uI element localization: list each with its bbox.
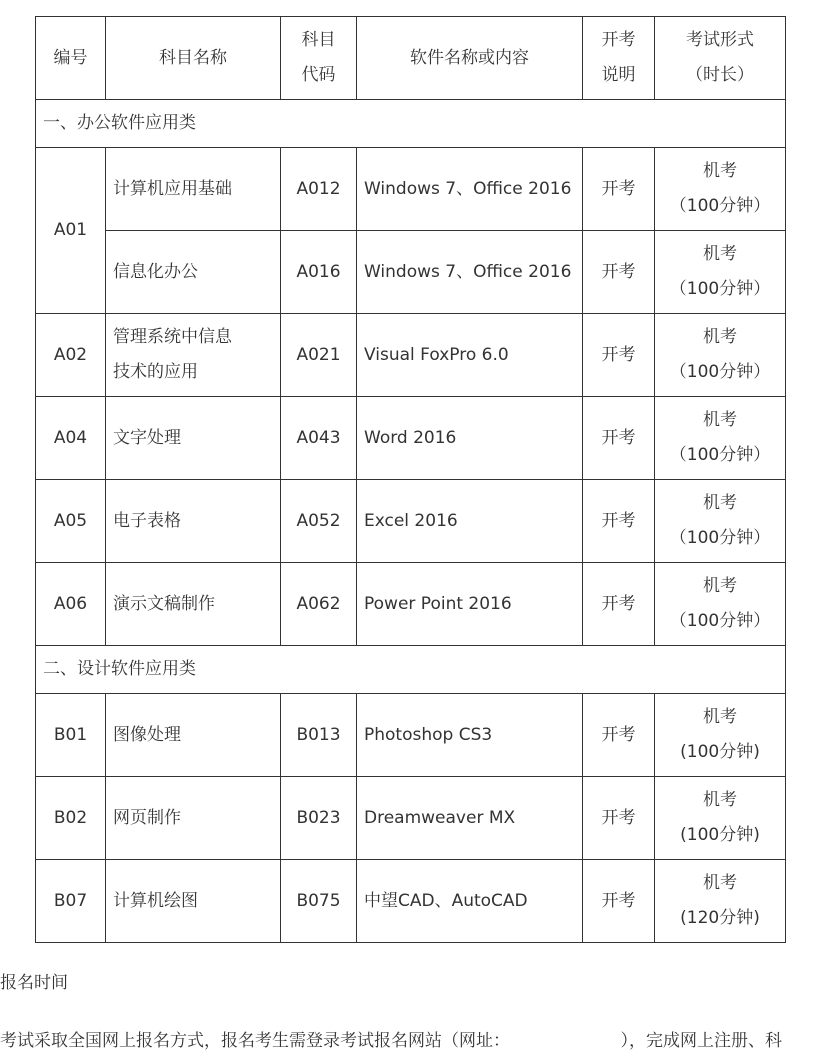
- header-open-line2: 说明: [601, 65, 636, 85]
- cell-id: B01: [36, 694, 106, 777]
- cell-subject: 网页制作: [106, 777, 281, 860]
- cell-id: A05: [36, 480, 106, 563]
- format-type: 机考: [703, 790, 737, 810]
- cell-code: B075: [281, 860, 357, 943]
- table-row: [36, 694, 786, 777]
- cell-open: 开考: [583, 694, 655, 777]
- cell-code: A016: [281, 231, 357, 314]
- cell-subject: [106, 314, 281, 397]
- format-duration: （100分钟）: [669, 279, 771, 299]
- category-row: [36, 100, 786, 148]
- table-row: [36, 480, 786, 563]
- format-type: 机考: [703, 410, 737, 430]
- header-id: 编号: [36, 17, 106, 100]
- header-open: [583, 17, 655, 100]
- cell-id: A02: [36, 314, 106, 397]
- subject-line2: 技术的应用: [113, 362, 198, 382]
- cell-format: [655, 148, 786, 231]
- cell-subject: 图像处理: [106, 694, 281, 777]
- header-open-line1: 开考: [601, 30, 636, 50]
- format-duration: （100分钟）: [669, 611, 771, 631]
- cell-software: Power Point 2016: [357, 563, 583, 646]
- cell-open: 开考: [583, 480, 655, 563]
- table-row: [36, 860, 786, 943]
- cell-code: B023: [281, 777, 357, 860]
- table-header-row: [36, 17, 786, 100]
- cell-subject: 电子表格: [106, 480, 281, 563]
- cell-code: A012: [281, 148, 357, 231]
- cell-format: [655, 231, 786, 314]
- cell-subject: 演示文稿制作: [106, 563, 281, 646]
- subject-line1: 管理系统中信息: [113, 327, 232, 347]
- format-type: 机考: [703, 707, 737, 727]
- cell-id: A01: [36, 148, 106, 314]
- category-row: [36, 646, 786, 694]
- cell-code: A021: [281, 314, 357, 397]
- cell-code: A052: [281, 480, 357, 563]
- cell-format: [655, 314, 786, 397]
- registration-paragraph: 考试采取全国网上报名方式，报名考生需登录考试报名网站（网址： ），完成网上注册、科: [0, 1031, 782, 1051]
- cell-format: [655, 480, 786, 563]
- cell-software: Visual FoxPro 6.0: [357, 314, 583, 397]
- format-type: 机考: [703, 244, 737, 264]
- format-type: 机考: [703, 161, 737, 181]
- cell-software: 中望CAD、AutoCAD: [357, 860, 583, 943]
- category-title: 二、设计软件应用类: [36, 646, 786, 694]
- format-duration: （100分钟）: [669, 445, 771, 465]
- cell-code: A062: [281, 563, 357, 646]
- header-format-line1: 考试形式: [686, 30, 754, 50]
- cell-software: Windows 7、Office 2016: [357, 231, 583, 314]
- table-row: [36, 563, 786, 646]
- format-duration: (120分钟): [680, 908, 760, 928]
- cell-format: [655, 397, 786, 480]
- cell-subject: 计算机绘图: [106, 860, 281, 943]
- cell-code: B013: [281, 694, 357, 777]
- cell-id: A04: [36, 397, 106, 480]
- cell-open: 开考: [583, 860, 655, 943]
- cell-open: 开考: [583, 231, 655, 314]
- format-type: 机考: [703, 327, 737, 347]
- table-row: [36, 777, 786, 860]
- header-code-line1: 科目: [301, 30, 336, 50]
- format-type: 机考: [703, 873, 737, 893]
- table-row: [36, 231, 786, 314]
- cell-id: B07: [36, 860, 106, 943]
- header-code-line2: 代码: [301, 65, 336, 85]
- format-type: 机考: [703, 576, 737, 596]
- cell-software: Excel 2016: [357, 480, 583, 563]
- header-code: [281, 17, 357, 100]
- cell-open: 开考: [583, 397, 655, 480]
- cell-subject: 文字处理: [106, 397, 281, 480]
- cell-subject: 信息化办公: [106, 231, 281, 314]
- cell-code: A043: [281, 397, 357, 480]
- header-software: 软件名称或内容: [357, 17, 583, 100]
- header-format: [655, 17, 786, 100]
- header-subject: 科目名称: [106, 17, 281, 100]
- category-title: 一、办公软件应用类: [36, 100, 786, 148]
- registration-time-heading: 报名时间: [0, 973, 68, 993]
- cell-format: [655, 563, 786, 646]
- header-format-line2: （时长）: [686, 65, 754, 85]
- cell-format: [655, 777, 786, 860]
- cell-id: A06: [36, 563, 106, 646]
- table-row: [36, 148, 786, 231]
- exam-subject-table: [35, 16, 786, 943]
- cell-open: 开考: [583, 148, 655, 231]
- cell-subject: 计算机应用基础: [106, 148, 281, 231]
- cell-open: 开考: [583, 777, 655, 860]
- format-duration: (100分钟): [680, 825, 760, 845]
- cell-open: 开考: [583, 314, 655, 397]
- cell-software: Windows 7、Office 2016: [357, 148, 583, 231]
- cell-software: Photoshop CS3: [357, 694, 583, 777]
- cell-software: Word 2016: [357, 397, 583, 480]
- format-duration: （100分钟）: [669, 528, 771, 548]
- cell-format: [655, 694, 786, 777]
- cell-software: Dreamweaver MX: [357, 777, 583, 860]
- format-duration: (100分钟): [680, 742, 760, 762]
- format-type: 机考: [703, 493, 737, 513]
- cell-open: 开考: [583, 563, 655, 646]
- cell-format: [655, 860, 786, 943]
- cell-id: B02: [36, 777, 106, 860]
- table-row: [36, 314, 786, 397]
- format-duration: （100分钟）: [669, 362, 771, 382]
- table-row: [36, 397, 786, 480]
- format-duration: （100分钟）: [669, 196, 771, 216]
